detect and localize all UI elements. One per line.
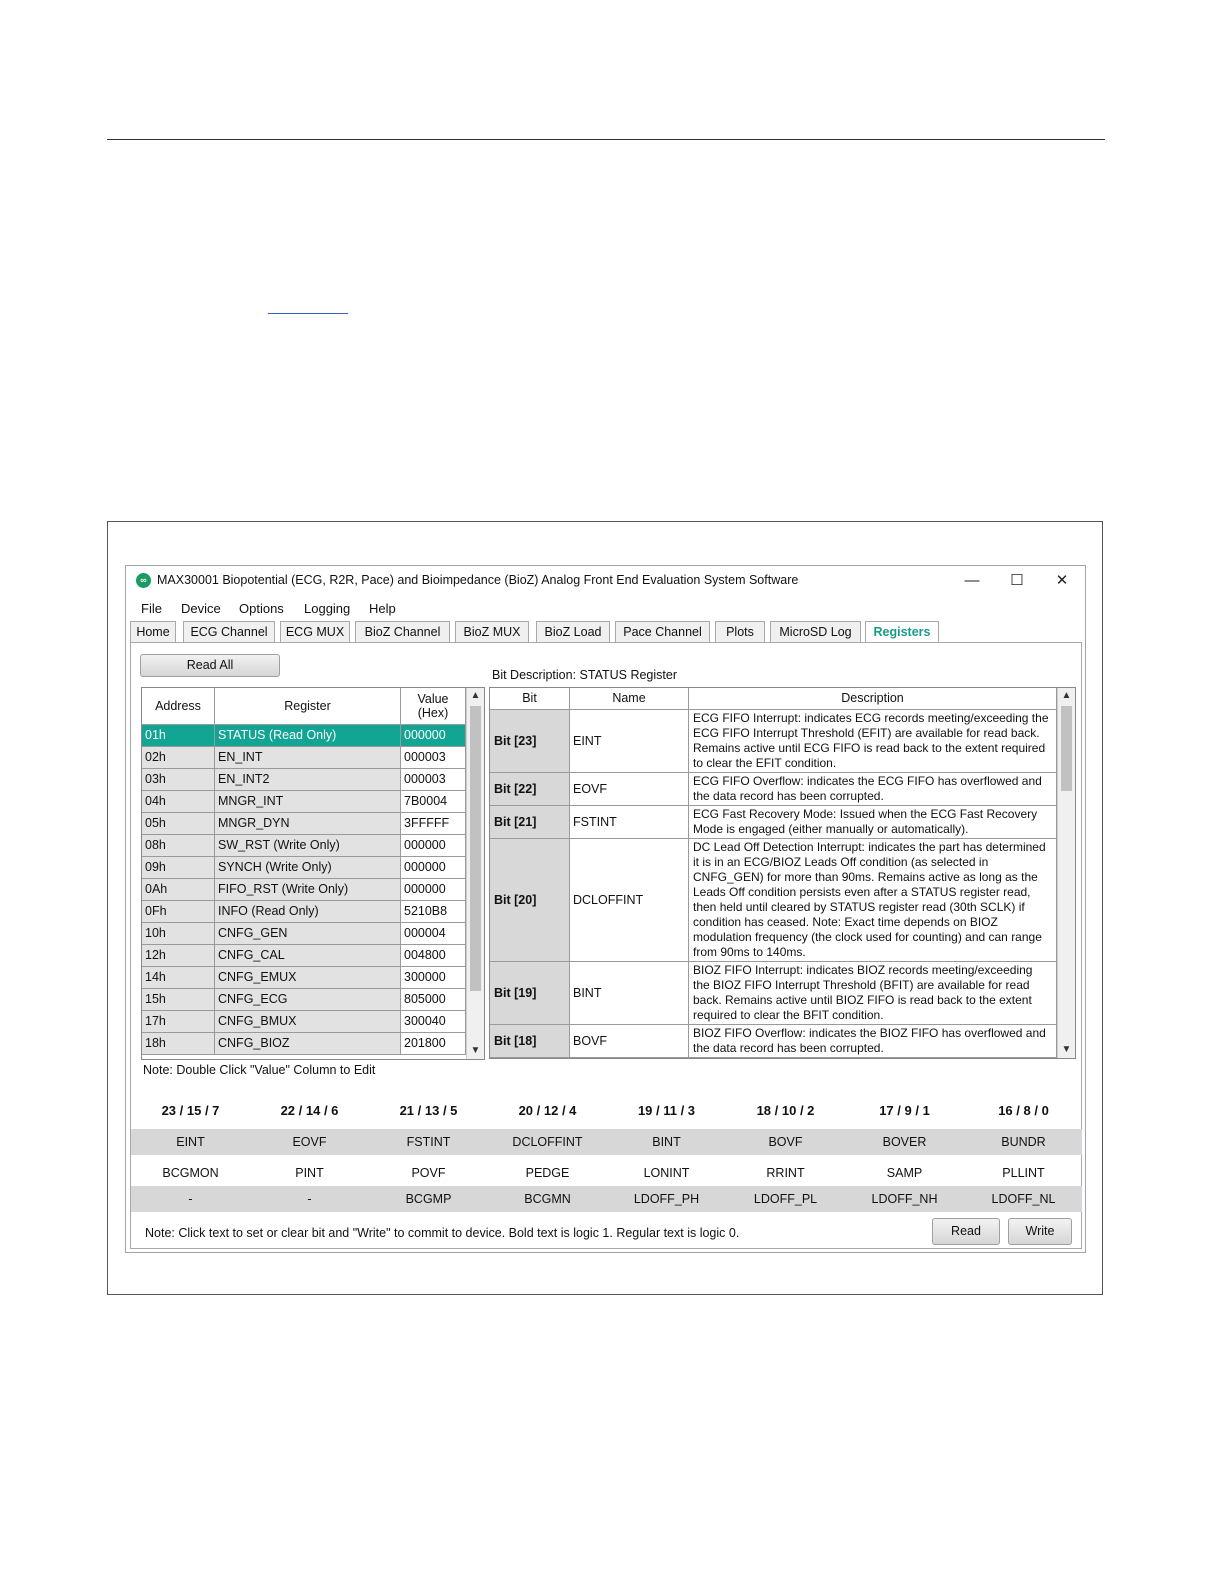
bit-table-header — [490, 688, 1057, 710]
value-cell[interactable]: 004800 — [401, 945, 466, 967]
bit-toggle-note: Note: Click text to set or clear bit and "Write" to commit to device. Bold text is logic 1. Regular text is logic 0. — [145, 1226, 740, 1240]
value-cell[interactable]: 000003 — [401, 747, 466, 769]
name-cell: BOVF — [570, 1025, 689, 1058]
bit-grid-row — [131, 1129, 1082, 1155]
read-all-button[interactable]: Read All — [140, 654, 280, 677]
scroll-down-icon[interactable]: ▼ — [1061, 1044, 1072, 1055]
bit-toggle[interactable]: PLLINT — [1002, 1166, 1045, 1180]
description-cell: BIOZ FIFO Overflow: indicates the BIOZ FIFO has overflowed and the data record has been corrupted. — [689, 1025, 1057, 1058]
table-row[interactable] — [142, 967, 466, 989]
description-cell: ECG FIFO Overflow: indicates the ECG FIFO has overflowed and the data record has been corrupted. — [689, 773, 1057, 806]
registers-panel — [130, 642, 1082, 1249]
table-row[interactable] — [142, 725, 466, 747]
name-cell: FSTINT — [570, 806, 689, 839]
app-logo-icon: ∞ — [136, 573, 151, 588]
bit-toggle[interactable]: - — [188, 1192, 193, 1206]
value-cell[interactable]: 300000 — [401, 967, 466, 989]
bit-toggle[interactable]: RRINT — [766, 1166, 805, 1180]
description-cell: BIOZ FIFO Interrupt: indicates BIOZ records meeting/exceeding the BIOZ FIFO Interrupt Threshold (BFIT) are available for read back. Remains active until BIOZ FIFO is read back to the extent required to clear the BFIT condition. — [689, 962, 1057, 1025]
bit-toggle[interactable]: PEDGE — [525, 1166, 570, 1180]
value-cell[interactable]: 000004 — [401, 923, 466, 945]
column-header-name: Name — [570, 688, 689, 710]
bit-table-scrollbar[interactable] — [1057, 688, 1075, 1058]
menu-help[interactable]: Help — [369, 601, 396, 616]
bit-cell: Bit [20] — [490, 839, 570, 962]
description-cell: ECG Fast Recovery Mode: Issued when the ECG Fast Recovery Mode is engaged (either manually or automatically). — [689, 806, 1057, 839]
table-row[interactable] — [142, 901, 466, 923]
tab-plots[interactable]: Plots — [715, 621, 765, 642]
read-button[interactable]: Read — [932, 1218, 1000, 1245]
bit-toggle[interactable]: BINT — [652, 1135, 681, 1149]
description-cell: ECG FIFO Interrupt: indicates ECG records meeting/exceeding the ECG FIFO Interrupt Threshold (EFIT) are available for read back. Remains active until ECG FIFO is read back to the extent required to clear the EFIT condition. — [689, 710, 1057, 773]
bit-toggle[interactable]: BOVF — [768, 1135, 803, 1149]
name-cell: EOVF — [570, 773, 689, 806]
address-cell: 04h — [142, 791, 215, 813]
table-row[interactable] — [142, 769, 466, 791]
table-row[interactable] — [142, 1011, 466, 1033]
table-row — [490, 710, 1057, 773]
address-cell: 05h — [142, 813, 215, 835]
name-cell: EINT — [570, 710, 689, 773]
register-cell: SW_RST (Write Only) — [215, 835, 401, 857]
edit-note: Note: Double Click "Value" Column to Edit — [143, 1063, 376, 1077]
column-header-address: Address — [142, 688, 215, 725]
tab-bioz-load[interactable]: BioZ Load — [536, 621, 610, 642]
bit-toggle[interactable]: BCGMP — [405, 1192, 452, 1206]
bit-toggle[interactable]: BCGMON — [162, 1166, 219, 1180]
tab-home[interactable]: Home — [130, 621, 176, 642]
register-table-scrollbar[interactable] — [466, 688, 484, 1059]
bit-toggle[interactable]: EOVF — [292, 1135, 327, 1149]
bit-toggle[interactable]: LDOFF_PH — [633, 1192, 700, 1206]
column-header-value: Value (Hex) — [401, 688, 466, 725]
register-cell: EN_INT2 — [215, 769, 401, 791]
title-bar — [126, 566, 1085, 596]
value-cell[interactable]: 000003 — [401, 769, 466, 791]
register-cell: MNGR_INT — [215, 791, 401, 813]
bit-toggle[interactable]: BUNDR — [1001, 1135, 1046, 1149]
bit-grid-row — [131, 1160, 1082, 1186]
address-cell: 15h — [142, 989, 215, 1011]
scrollbar-thumb[interactable] — [1061, 706, 1072, 791]
bit-position-header: 23 / 15 / 7 — [161, 1103, 220, 1118]
tab-bioz-mux[interactable]: BioZ MUX — [455, 621, 529, 642]
bit-cell: Bit [22] — [490, 773, 570, 806]
scroll-down-icon[interactable]: ▼ — [470, 1045, 481, 1056]
name-cell: DCLOFFINT — [570, 839, 689, 962]
value-cell[interactable]: 000000 — [401, 835, 466, 857]
menu-device[interactable]: Device — [181, 601, 221, 616]
bit-position-header: 18 / 10 / 2 — [756, 1103, 815, 1118]
bit-toggle[interactable]: PINT — [295, 1166, 324, 1180]
bit-position-header: 20 / 12 / 4 — [518, 1103, 577, 1118]
register-cell: INFO (Read Only) — [215, 901, 401, 923]
value-cell[interactable]: 7B0004 — [401, 791, 466, 813]
table-row[interactable] — [142, 857, 466, 879]
bit-toggle[interactable]: DCLOFFINT — [512, 1135, 583, 1149]
table-row — [490, 773, 1057, 806]
bit-position-header: 17 / 9 / 1 — [879, 1103, 930, 1118]
column-header-bit: Bit — [490, 688, 570, 710]
table-row — [490, 839, 1057, 962]
column-header-description: Description — [689, 688, 1057, 710]
address-cell: 08h — [142, 835, 215, 857]
tab-registers[interactable]: Registers — [865, 621, 939, 644]
address-cell: 14h — [142, 967, 215, 989]
address-cell: 0Fh — [142, 901, 215, 923]
table-row[interactable] — [142, 923, 466, 945]
bit-description-table — [489, 687, 1076, 1059]
column-header-register: Register — [215, 688, 401, 725]
bit-toggle[interactable]: LDOFF_PL — [753, 1192, 818, 1206]
register-cell: CNFG_BMUX — [215, 1011, 401, 1033]
value-cell[interactable]: 805000 — [401, 989, 466, 1011]
table-row[interactable] — [142, 813, 466, 835]
tab-pace-channel[interactable]: Pace Channel — [615, 621, 710, 642]
menu-file[interactable]: File — [141, 601, 162, 616]
address-cell: 03h — [142, 769, 215, 791]
address-cell: 10h — [142, 923, 215, 945]
tab-ecg-mux[interactable]: ECG MUX — [280, 621, 350, 642]
value-cell[interactable]: 300040 — [401, 1011, 466, 1033]
table-row — [490, 962, 1057, 1025]
address-cell: 09h — [142, 857, 215, 879]
register-cell: STATUS (Read Only) — [215, 725, 401, 747]
register-cell: CNFG_ECG — [215, 989, 401, 1011]
register-table-header — [142, 688, 466, 725]
register-cell: CNFG_EMUX — [215, 967, 401, 989]
address-cell: 0Ah — [142, 879, 215, 901]
menu-bar — [126, 596, 1085, 620]
bit-toggle[interactable]: SAMP — [886, 1166, 923, 1180]
table-row[interactable] — [142, 791, 466, 813]
close-button[interactable]: ✕ — [1055, 572, 1069, 589]
table-row[interactable] — [142, 879, 466, 901]
table-row[interactable] — [142, 989, 466, 1011]
register-cell: MNGR_DYN — [215, 813, 401, 835]
hyperlink-underline[interactable] — [268, 313, 348, 314]
address-cell: 01h — [142, 725, 215, 747]
tab-ecg-channel[interactable]: ECG Channel — [183, 621, 275, 642]
bit-cell: Bit [18] — [490, 1025, 570, 1058]
register-table — [141, 687, 485, 1060]
address-cell: 17h — [142, 1011, 215, 1033]
register-cell: CNFG_GEN — [215, 923, 401, 945]
register-cell: SYNCH (Write Only) — [215, 857, 401, 879]
bit-toggle[interactable]: EINT — [176, 1135, 205, 1149]
table-row — [490, 806, 1057, 839]
bit-toggle[interactable]: LDOFF_NH — [871, 1192, 938, 1206]
maximize-button[interactable]: ☐ — [1010, 572, 1024, 589]
value-cell[interactable]: 000000 — [401, 725, 466, 747]
bit-toggle[interactable]: FSTINT — [406, 1135, 451, 1149]
register-cell: CNFG_BIOZ — [215, 1033, 401, 1055]
value-cell[interactable]: 000000 — [401, 857, 466, 879]
table-row[interactable] — [142, 747, 466, 769]
bit-position-header: 22 / 14 / 6 — [280, 1103, 339, 1118]
scroll-up-icon[interactable]: ▲ — [1061, 690, 1072, 701]
address-cell: 18h — [142, 1033, 215, 1055]
description-cell: DC Lead Off Detection Interrupt: indicates the part has determined it is in an ECG/BIOZ Leads Off condition (as selected in CNFG_GEN) for more than 90ms. Remains active as long as the Leads Off condition persists even after a STATUS register read, then held until cleared by STATUS register read (30th SCLK) if condition has ceased. Note: Exact time depends on BIOZ modulation frequency (the clock used for counting) and can range from 90ms to 140ms. — [689, 839, 1057, 962]
tab-bioz-channel[interactable]: BioZ Channel — [355, 621, 450, 642]
scroll-up-icon[interactable]: ▲ — [470, 690, 481, 701]
table-row[interactable] — [142, 945, 466, 967]
table-row[interactable] — [142, 835, 466, 857]
bit-position-header: 21 / 13 / 5 — [399, 1103, 458, 1118]
app-window — [125, 565, 1086, 1253]
address-cell: 02h — [142, 747, 215, 769]
tab-microsd-log[interactable]: MicroSD Log — [770, 621, 861, 642]
menu-options[interactable]: Options — [239, 601, 284, 616]
page-header-rule — [107, 139, 1105, 140]
bit-grid-row — [131, 1186, 1082, 1212]
bit-toggle[interactable]: - — [307, 1192, 312, 1206]
bit-description-label: Bit Description: STATUS Register — [492, 668, 678, 682]
window-title: MAX30001 Biopotential (ECG, R2R, Pace) and Bioimpedance (BioZ) Analog Front End Evaluation System Software — [157, 573, 799, 587]
bit-cell: Bit [19] — [490, 962, 570, 1025]
scrollbar-thumb[interactable] — [470, 706, 481, 991]
write-button[interactable]: Write — [1008, 1218, 1072, 1245]
register-cell: FIFO_RST (Write Only) — [215, 879, 401, 901]
bit-toggle[interactable]: BCGMN — [524, 1192, 571, 1206]
value-cell[interactable]: 3FFFFF — [401, 813, 466, 835]
menu-logging[interactable]: Logging — [304, 601, 351, 616]
value-cell[interactable]: 201800 — [401, 1033, 466, 1055]
bit-toggle[interactable]: BOVER — [882, 1135, 927, 1149]
bit-position-header: 16 / 8 / 0 — [998, 1103, 1049, 1118]
bit-cell: Bit [23] — [490, 710, 570, 773]
address-cell: 12h — [142, 945, 215, 967]
bit-cell: Bit [21] — [490, 806, 570, 839]
table-row[interactable] — [142, 1033, 466, 1055]
table-row — [490, 1025, 1057, 1058]
bit-position-header: 19 / 11 / 3 — [637, 1103, 696, 1118]
register-cell: EN_INT — [215, 747, 401, 769]
bit-toggle[interactable]: LDOFF_NL — [991, 1192, 1056, 1206]
minimize-button[interactable]: — — [964, 572, 980, 589]
register-cell: CNFG_CAL — [215, 945, 401, 967]
value-cell[interactable]: 5210B8 — [401, 901, 466, 923]
bit-toggle[interactable]: LONINT — [643, 1166, 690, 1180]
bit-toggle[interactable]: POVF — [411, 1166, 446, 1180]
tab-strip — [130, 621, 1084, 643]
name-cell: BINT — [570, 962, 689, 1025]
value-cell[interactable]: 000000 — [401, 879, 466, 901]
